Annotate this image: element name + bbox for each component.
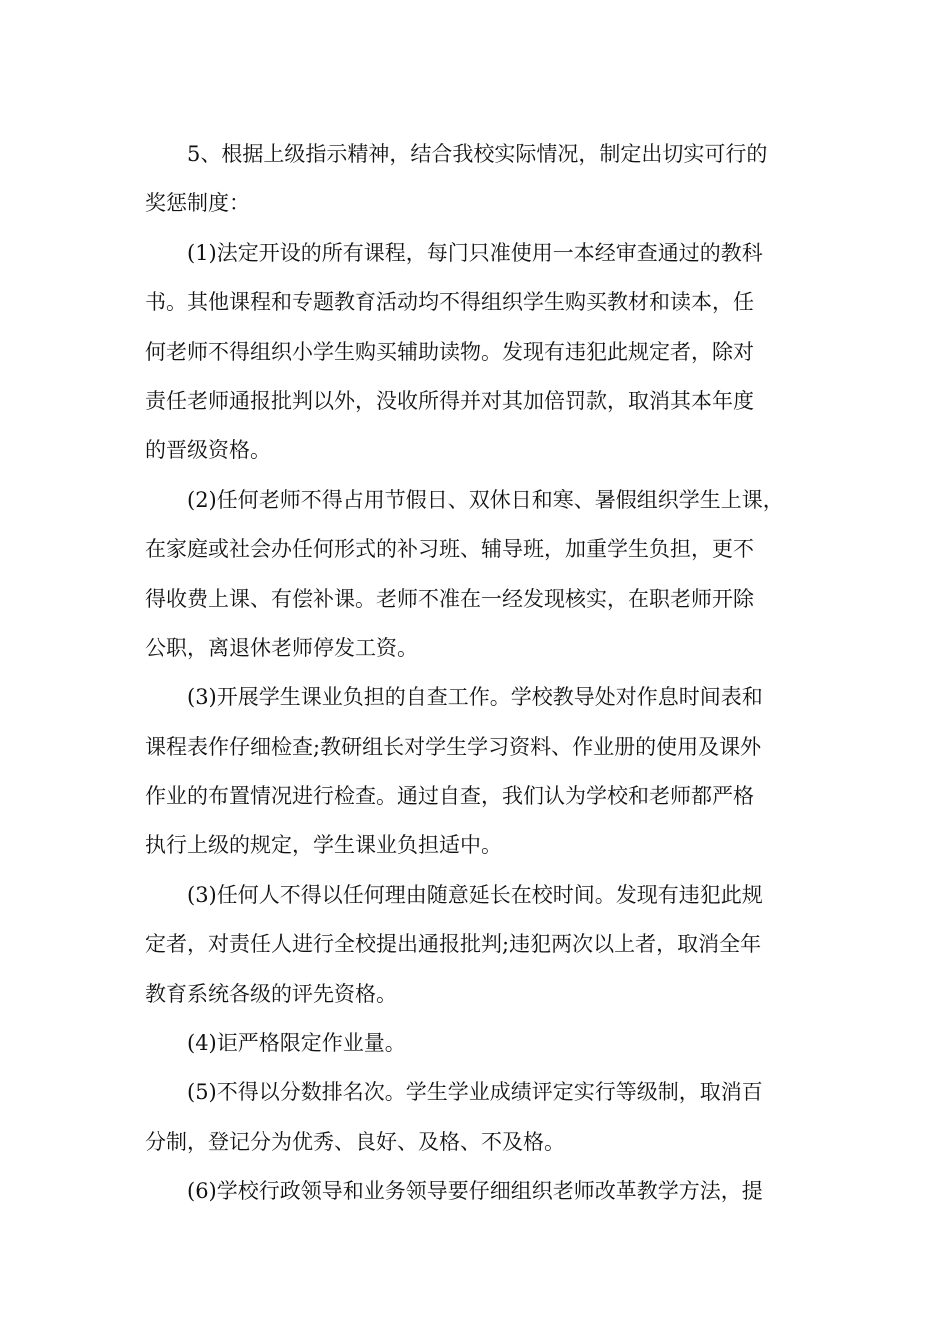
paragraph-line: 课程表作仔细检查;教研组长对学生学习资料、作业册的使用及课外 <box>145 734 762 759</box>
paragraph-line: 执行上级的规定，学生课业负担适中。 <box>145 833 502 858</box>
paragraph-line: (3)开展学生课业负担的自查工作。学校教导处对作息时间表和 <box>187 685 763 710</box>
paragraph-line: (3)任何人不得以任何理由随意延长在校时间。发现有违犯此规 <box>187 882 763 907</box>
paragraph-line: 得收费上课、有偿补课。老师不准在一经发现核实，在职老师开除 <box>145 586 754 611</box>
paragraph-line: 何老师不得组织小学生购买辅助读物。发现有违犯此规定者，除对 <box>145 339 754 364</box>
paragraph-line: (5)不得以分数排名次。学生学业成绩评定实行等级制，取消百 <box>187 1080 763 1105</box>
paragraph-line: 书。其他课程和专题教育活动均不得组织学生购买教材和读本，任 <box>145 290 754 315</box>
paragraph-line: 教育系统各级的评先资格。 <box>145 981 397 1006</box>
paragraph-line: (2)任何老师不得占用节假日、双休日和寒、暑假组织学生上课， <box>187 487 784 512</box>
paragraph-line: 公职，离退休老师停发工资。 <box>145 635 418 660</box>
paragraph-line: (1)法定开设的所有课程，每门只准使用一本经审查通过的教科 <box>187 240 763 265</box>
paragraph-line: 定者，对责任人进行全校提出通报批判;违犯两次以上者，取消全年 <box>145 932 762 957</box>
paragraph-line: 的晋级资格。 <box>145 438 271 463</box>
paragraph-line: (6)学校行政领导和业务领导要仔细组织老师改革教学方法，提 <box>187 1179 763 1204</box>
paragraph-line: (4)讵严格限定作业量。 <box>187 1031 406 1056</box>
paragraph-line: 在家庭或社会办任何形式的补习班、辅导班，加重学生负担，更不 <box>145 537 754 562</box>
paragraph-line: 责任老师通报批判以外，没收所得并对其加倍罚款，取消其本年度 <box>145 388 754 413</box>
paragraph-line: 分制，登记分为优秀、良好、及格、不及格。 <box>145 1129 565 1154</box>
paragraph-line: 奖惩制度： <box>145 191 250 216</box>
document-body <box>145 130 810 1217</box>
paragraph-line: 作业的布置情况进行检查。通过自查，我们认为学校和老师都严格 <box>145 784 754 809</box>
paragraph-line: 5、根据上级指示精神，结合我校实际情况，制定出切实可行的 <box>187 142 768 166</box>
